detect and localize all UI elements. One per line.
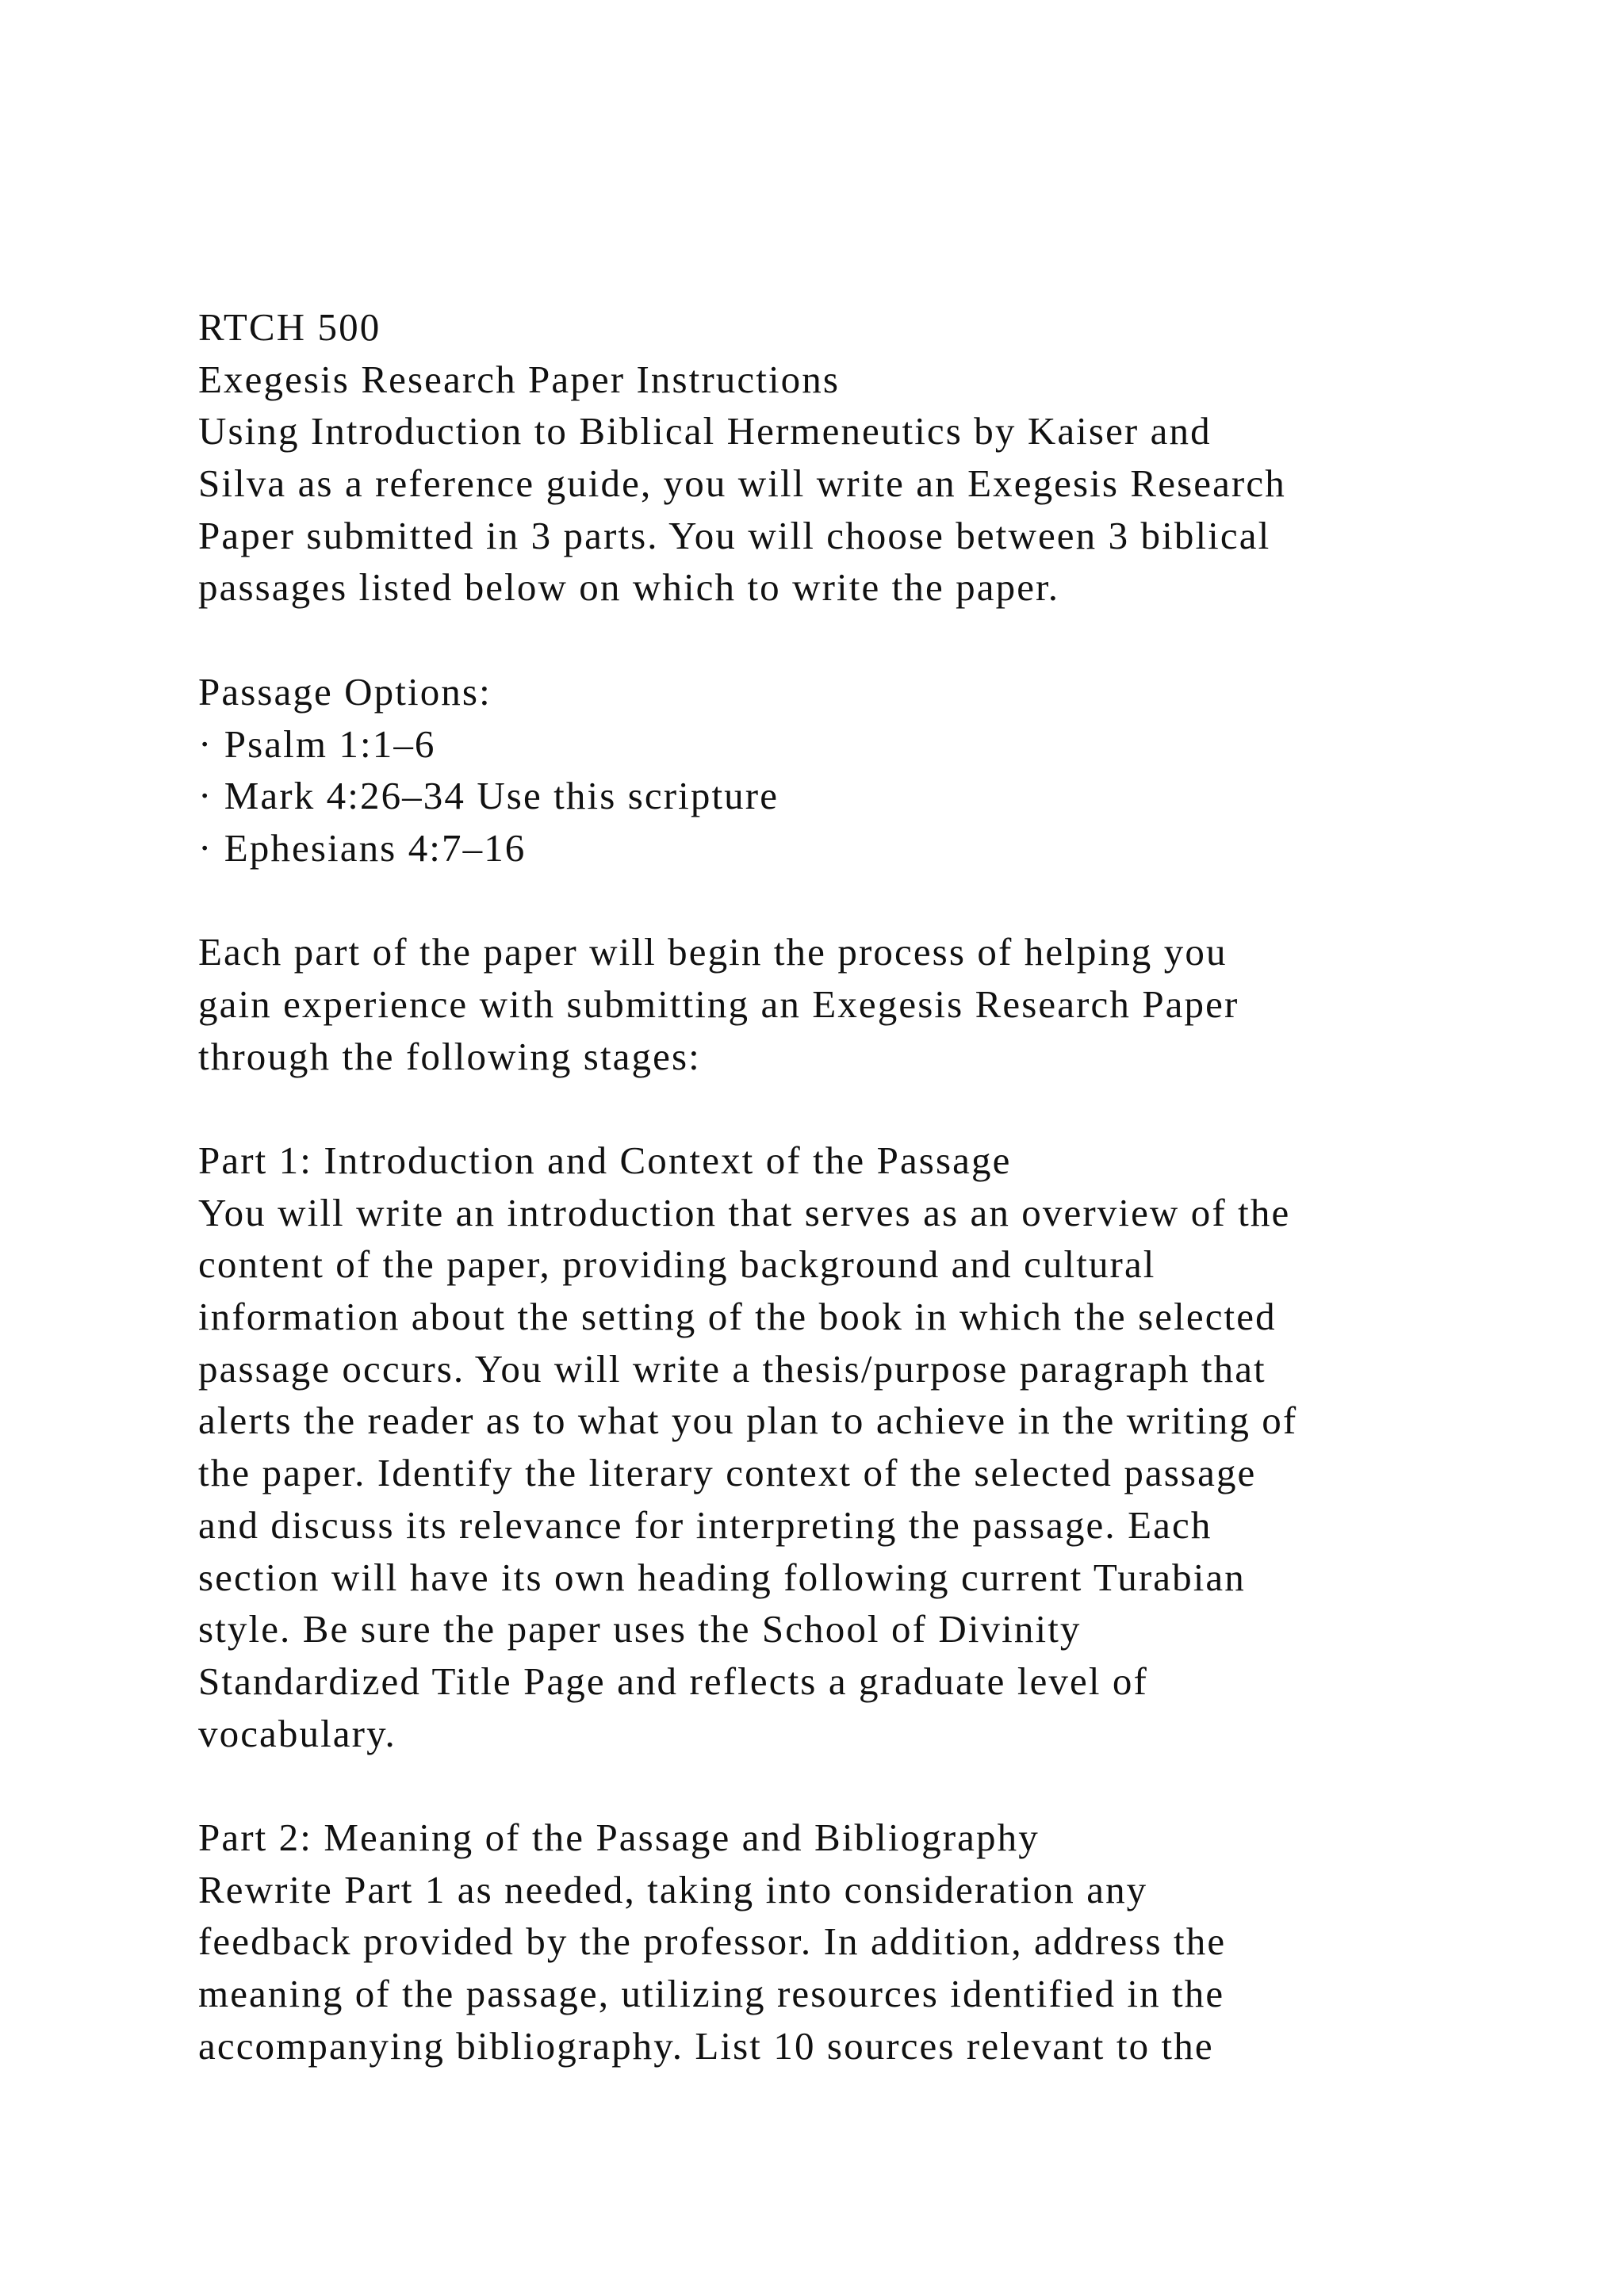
paragraph-spacer [198,614,1515,666]
part2-line: accompanying bibliography. List 10 sources relevant to the [198,2023,1214,2068]
part1-line: You will write an introduction that serves as an overview of the [198,1190,1291,1234]
part1-line: Standardized Title Page and reflects a graduate level of [198,1659,1148,1703]
part1-line: and discuss its relevance for interpreting the passage. Each [198,1502,1212,1547]
passage-options-heading: Passage Options: [198,669,492,714]
part2-line: meaning of the passage, utilizing resources identified in the [198,1972,1225,2015]
process-line: through the following stages: [198,1034,701,1078]
document-title: Exegesis Research Paper Instructions [198,357,841,401]
part1-line: vocabulary. [198,1711,396,1755]
part2-heading: Part 2: Meaning of the Passage and Bibliography [198,1815,1040,1859]
part1-heading: Part 1: Introduction and Context of the Passage [198,1138,1012,1182]
part2-line: Rewrite Part 1 as needed, taking into consideration any [198,1867,1148,1911]
paragraph-spacer [198,1082,1515,1135]
process-line: gain experience with submitting an Exegesis Research Paper [198,982,1239,1026]
part1-line: information about the setting of the book in which the selected [198,1295,1277,1339]
part2-line: feedback provided by the professor. In addition, address the [198,1919,1227,1964]
part1-line: section will have its own heading following current Turabian [198,1555,1246,1599]
part1-line: passage occurs. You will write a thesis/purpose paragraph that [198,1346,1266,1391]
intro-line: Silva as a reference guide, you will write an Exegesis Research [198,461,1286,506]
passage-option: · Psalm 1:1–6 [198,721,436,766]
paragraph-spacer [198,874,1515,927]
course-code: RTCH 500 [198,305,381,349]
part1-line: style. Be sure the paper uses the School of Divinity [198,1607,1082,1651]
part1-line: alerts the reader as to what you plan to achieve in the writing of [198,1399,1298,1443]
intro-line: Using Introduction to Biblical Hermeneutics by Kaiser and [198,409,1212,453]
passage-option: · Mark 4:26–34 Use this scripture [198,774,779,818]
part1-line: content of the paper, providing background and cultural [198,1242,1156,1287]
process-line: Each part of the paper will begin the process of helping you [198,930,1228,974]
passage-option: · Ephesians 4:7–16 [198,825,527,870]
part1-line: the paper. Identify the literary context of the selected passage [198,1451,1257,1495]
intro-line: passages listed below on which to write the paper. [198,565,1060,610]
document-body [198,301,1515,2072]
intro-line: Paper submitted in 3 parts. You will choose between 3 biblical [198,513,1271,557]
paragraph-spacer [198,1759,1515,1812]
